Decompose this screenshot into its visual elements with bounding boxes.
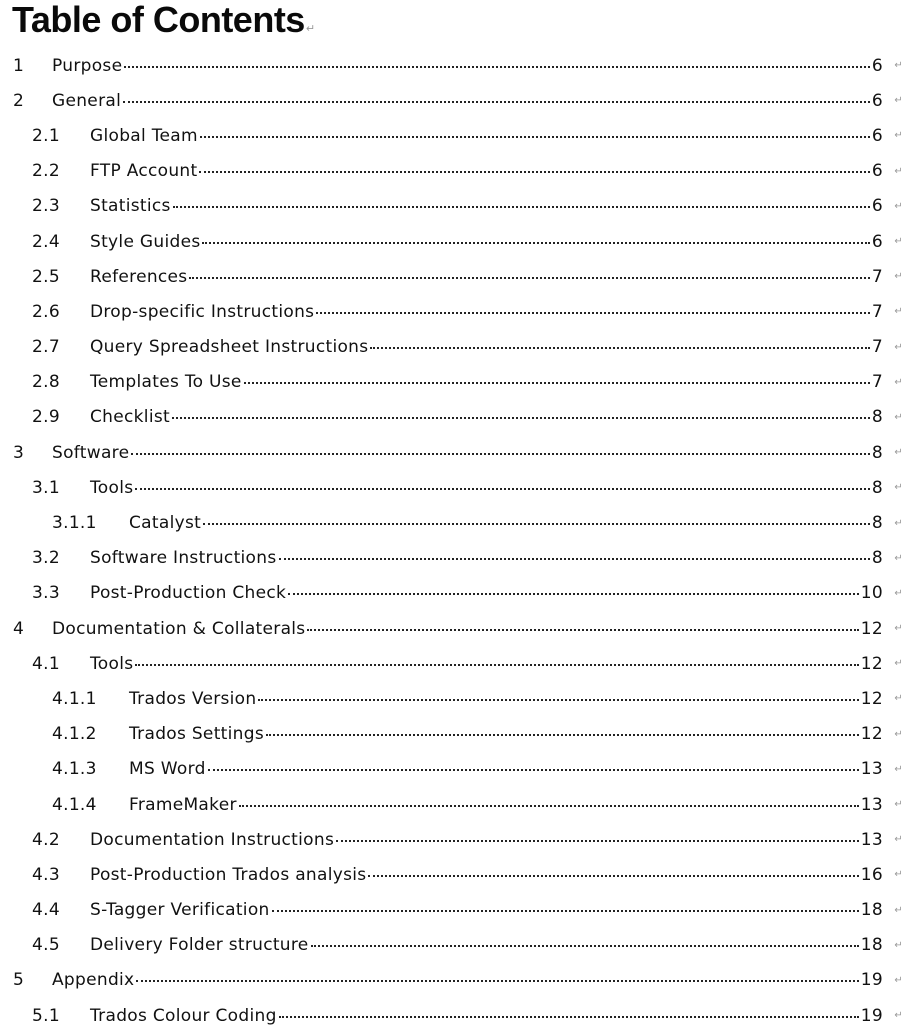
toc-entry-label[interactable]: Trados Version [129,688,257,709]
paragraph-mark-icon: ↵ [894,236,903,248]
paragraph-mark-icon: ↵ [894,763,903,775]
toc-entry[interactable] [0,400,905,435]
toc-dot-leader [208,769,859,771]
toc-entry-number: 4.1 [32,653,60,674]
toc-entry-label[interactable]: References [90,266,188,287]
paragraph-mark-icon: ↵ [894,693,903,705]
toc-entry-number: 2.6 [32,301,60,322]
paragraph-mark-icon: ↵ [305,22,315,35]
toc-entry[interactable] [0,576,905,611]
toc-dot-leader [202,242,869,244]
toc-entry-page-number[interactable]: 8 [871,407,883,428]
toc-entry-number: 2.7 [32,337,60,358]
toc-dot-leader [203,523,870,525]
toc-entry-number: 3 [13,442,25,463]
toc-dot-leader [135,664,858,666]
paragraph-mark-icon: ↵ [894,728,903,740]
toc-entry-page-number[interactable]: 6 [871,90,883,111]
toc-entry-page-number[interactable]: 6 [871,125,883,146]
toc-entry-label[interactable]: Trados Colour Coding [90,1005,277,1026]
toc-entry-line[interactable] [90,337,883,357]
toc-entry-label[interactable]: Appendix [52,970,135,991]
toc-entry-number: 4.1.2 [52,724,97,745]
toc-list [0,48,905,1033]
toc-entry-line[interactable] [90,372,883,392]
toc-entry-number: 4 [13,618,25,639]
toc-dot-leader [288,593,859,595]
toc-entry-page-number[interactable]: 6 [871,55,883,76]
toc-entry-label[interactable]: Style Guides [90,231,201,252]
toc-entry-page-number[interactable]: 7 [871,372,883,393]
toc-entry-line[interactable] [90,548,883,568]
toc-entry-page-number[interactable]: 6 [871,231,883,252]
toc-entry-number: 2.3 [32,196,60,217]
toc-entry-label[interactable]: Catalyst [129,513,202,534]
toc-entry[interactable] [0,857,905,892]
paragraph-mark-icon: ↵ [894,552,903,564]
toc-entry[interactable] [0,717,905,752]
paragraph-mark-icon: ↵ [894,60,903,72]
toc-entry[interactable] [0,470,905,505]
toc-entry-label[interactable]: Post-Production Check [90,583,287,604]
toc-entry-line[interactable] [90,865,883,885]
toc-entry-number: 4.1.3 [52,759,97,780]
toc-entry-number: 1 [13,55,25,76]
toc-entry-line[interactable] [90,232,883,252]
toc-entry-number: 3.1 [32,477,60,498]
toc-entry-line[interactable] [129,795,883,815]
toc-entry-page-number[interactable]: 6 [871,196,883,217]
page-title-text: Table of Contents [12,0,305,40]
toc-dot-leader [336,840,859,842]
toc-entry-page-number[interactable]: 12 [860,618,883,639]
toc-entry-page-number[interactable]: 19 [860,1005,883,1026]
toc-entry-label[interactable]: Templates To Use [90,372,242,393]
toc-entry-label[interactable]: Tools [90,653,134,674]
toc-entry-label[interactable]: S-Tagger Verification [90,900,270,921]
paragraph-mark-icon: ↵ [894,341,903,353]
toc-entry-page-number[interactable]: 7 [871,301,883,322]
toc-entry-line[interactable] [90,126,883,146]
toc-entry-label[interactable]: Checklist [90,407,170,428]
toc-entry-number: 2.8 [32,372,60,393]
toc-entry-page-number[interactable]: 6 [871,161,883,182]
toc-entry[interactable] [0,998,905,1033]
toc-entry-page-number[interactable]: 7 [871,337,883,358]
toc-entry-label[interactable]: Purpose [52,55,123,76]
toc-entry-number: 4.5 [32,935,60,956]
paragraph-mark-icon: ↵ [894,130,903,142]
toc-entry-page-number[interactable]: 8 [871,548,883,569]
toc-entry-label[interactable]: Software [52,442,130,463]
toc-entry-number: 2.4 [32,231,60,252]
toc-entry-line[interactable] [52,970,883,990]
toc-entry[interactable] [0,646,905,681]
toc-entry[interactable] [0,752,905,787]
toc-entry-number: 5 [13,970,25,991]
paragraph-mark-icon: ↵ [894,95,903,107]
toc-entry[interactable] [0,294,905,329]
toc-entry-number: 4.1.4 [52,794,97,815]
paragraph-mark-icon: ↵ [894,376,903,388]
toc-dot-leader [272,910,859,912]
toc-entry-line[interactable] [129,513,883,533]
toc-dot-leader [279,1016,859,1018]
toc-entry[interactable] [0,435,905,470]
toc-entry-number: 2.9 [32,407,60,428]
paragraph-mark-icon: ↵ [894,587,903,599]
toc-entry[interactable] [0,83,905,118]
toc-dot-leader [131,453,870,455]
paragraph-mark-icon: ↵ [894,623,903,635]
paragraph-mark-icon: ↵ [894,517,903,529]
toc-dot-leader [266,734,859,736]
toc-entry-page-number[interactable]: 16 [860,864,883,885]
toc-entry-number: 3.3 [32,583,60,604]
toc-entry-line[interactable] [90,1006,883,1026]
toc-entry-label[interactable]: FTP Account [90,161,198,182]
paragraph-mark-icon: ↵ [894,799,903,811]
toc-entry-label[interactable]: FrameMaker [129,794,237,815]
toc-entry-number: 2.1 [32,125,60,146]
toc-entry[interactable] [0,822,905,857]
toc-entry[interactable] [0,928,905,963]
toc-entry-page-number[interactable]: 12 [860,653,883,674]
toc-dot-leader [124,66,870,68]
toc-entry-label[interactable]: Global Team [90,125,198,146]
toc-entry-page-number[interactable]: 10 [860,583,883,604]
paragraph-mark-icon: ↵ [894,904,903,916]
toc-entry-page-number[interactable]: 8 [871,477,883,498]
toc-entry[interactable] [0,189,905,224]
toc-dot-leader [199,171,869,173]
toc-entry-number: 4.4 [32,900,60,921]
toc-entry-line[interactable] [90,407,883,427]
toc-dot-leader [173,206,870,208]
toc-entry-label[interactable]: Software Instructions [90,548,277,569]
toc-entry-number: 3.2 [32,548,60,569]
toc-dot-leader [136,980,858,982]
toc-entry[interactable] [0,48,905,83]
paragraph-mark-icon: ↵ [894,447,903,459]
toc-dot-leader [316,312,870,314]
toc-entry[interactable] [0,118,905,153]
toc-entry-line[interactable] [90,900,883,920]
toc-entry-label[interactable]: General [52,90,122,111]
paragraph-mark-icon: ↵ [894,939,903,951]
toc-entry-page-number[interactable]: 18 [860,935,883,956]
toc-dot-leader [368,875,858,877]
paragraph-mark-icon: ↵ [894,271,903,283]
toc-entry[interactable] [0,365,905,400]
toc-dot-leader [123,101,870,103]
toc-entry-page-number[interactable]: 7 [871,266,883,287]
toc-entry-page-number[interactable]: 8 [871,513,883,534]
toc-entry-number: 4.3 [32,864,60,885]
toc-dot-leader [239,805,859,807]
paragraph-mark-icon: ↵ [894,834,903,846]
toc-entry-label[interactable]: Documentation & Collaterals [52,618,306,639]
toc-entry-line[interactable] [90,583,883,603]
toc-entry-page-number[interactable]: 8 [871,442,883,463]
toc-entry-page-number[interactable]: 13 [860,759,883,780]
toc-entry-line[interactable] [90,302,883,322]
page-title [12,0,315,49]
toc-entry-page-number[interactable]: 13 [860,829,883,850]
toc-entry-line[interactable] [90,267,883,287]
toc-entry-label[interactable]: Tools [90,477,134,498]
toc-dot-leader [279,558,870,560]
toc-entry[interactable] [0,224,905,259]
toc-entry-line[interactable] [129,759,883,779]
toc-entry-page-number[interactable]: 18 [860,900,883,921]
toc-entry-line[interactable] [90,654,883,674]
paragraph-mark-icon: ↵ [894,482,903,494]
toc-entry-number: 2.5 [32,266,60,287]
toc-entry-number: 2 [13,90,25,111]
paragraph-mark-icon: ↵ [894,411,903,423]
toc-dot-leader [200,136,870,138]
toc-entry-page-number[interactable]: 13 [860,794,883,815]
paragraph-mark-icon: ↵ [894,1010,903,1022]
toc-entry-line[interactable] [90,196,883,216]
toc-dot-leader [135,488,869,490]
toc-entry-number: 4.2 [32,829,60,850]
toc-entry-label[interactable]: Trados Settings [129,724,264,745]
toc-entry-line[interactable] [90,478,883,498]
paragraph-mark-icon: ↵ [894,200,903,212]
toc-entry-label[interactable]: Statistics [90,196,171,217]
toc-entry-label[interactable]: Query Spreadsheet Instructions [90,337,369,358]
toc-entry-line[interactable] [90,830,883,850]
toc-entry[interactable] [0,787,905,822]
toc-entry-label[interactable]: Post-Production Trados analysis [90,864,367,885]
toc-entry-line[interactable] [129,689,883,709]
toc-entry-page-number[interactable]: 19 [860,970,883,991]
toc-entry[interactable] [0,611,905,646]
toc-dot-leader [189,277,869,279]
toc-entry[interactable] [0,505,905,540]
toc-dot-leader [307,629,858,631]
toc-entry-number: 4.1.1 [52,688,97,709]
toc-entry-line[interactable] [90,161,883,181]
toc-entry-label[interactable]: MS Word [129,759,206,780]
toc-entry-line[interactable] [129,724,883,744]
toc-entry-line[interactable] [52,56,883,76]
toc-entry-number: 5.1 [32,1005,60,1026]
toc-entry[interactable] [0,154,905,189]
paragraph-mark-icon: ↵ [894,165,903,177]
toc-dot-leader [370,347,869,349]
toc-entry[interactable] [0,963,905,998]
toc-entry-label[interactable]: Delivery Folder structure [90,935,309,956]
toc-entry-line[interactable] [90,935,883,955]
toc-dot-leader [172,417,870,419]
paragraph-mark-icon: ↵ [894,658,903,670]
toc-entry-label[interactable]: Documentation Instructions [90,829,335,850]
toc-entry-page-number[interactable]: 12 [860,724,883,745]
paragraph-mark-icon: ↵ [894,869,903,881]
toc-dot-leader [311,945,859,947]
toc-entry-line[interactable] [52,91,883,111]
toc-dot-leader [244,382,870,384]
toc-entry-label[interactable]: Drop-specific Instructions [90,301,315,322]
paragraph-mark-icon: ↵ [894,974,903,986]
toc-entry-number: 2.2 [32,161,60,182]
toc-entry-line[interactable] [52,619,883,639]
toc-dot-leader [258,699,858,701]
toc-entry[interactable] [0,541,905,576]
toc-entry[interactable] [0,330,905,365]
toc-entry-line[interactable] [52,443,883,463]
toc-entry-page-number[interactable]: 12 [860,688,883,709]
toc-entry-number: 3.1.1 [52,513,97,534]
paragraph-mark-icon: ↵ [894,306,903,318]
toc-entry[interactable] [0,893,905,928]
toc-entry[interactable] [0,681,905,716]
toc-entry[interactable] [0,259,905,294]
